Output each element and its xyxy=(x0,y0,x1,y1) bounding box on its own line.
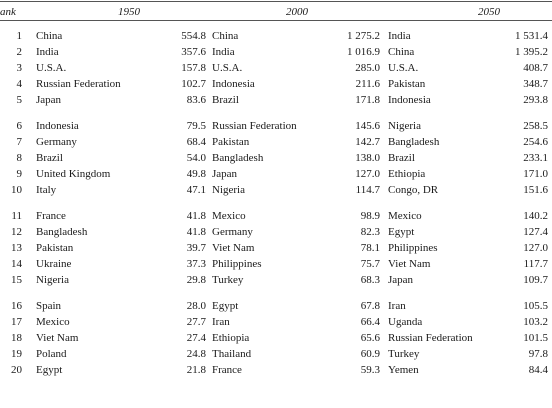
population-cell: 357.6 xyxy=(181,46,206,58)
rank-cell: 16 xyxy=(11,300,22,312)
country-cell: Japan xyxy=(36,94,62,106)
table-row xyxy=(0,256,552,272)
population-cell: 254.6 xyxy=(523,136,548,148)
rank-cell: 8 xyxy=(16,152,22,164)
rank-cell: 19 xyxy=(11,348,22,360)
population-cell: 82.3 xyxy=(360,226,380,238)
table-row xyxy=(0,150,552,166)
population-cell: 67.8 xyxy=(360,300,380,312)
population-cell: 98.9 xyxy=(360,210,380,222)
rank-cell: 11 xyxy=(11,210,22,222)
country-cell: Mexico xyxy=(36,316,70,328)
table-row xyxy=(0,298,552,314)
country-cell: Russian Federation xyxy=(388,332,473,344)
population-cell: 102.7 xyxy=(181,78,206,90)
population-cell: 151.6 xyxy=(523,184,548,196)
population-cell: 21.8 xyxy=(186,364,206,376)
population-cell: 127.0 xyxy=(523,242,548,254)
population-cell: 348.7 xyxy=(523,78,548,90)
country-cell: Bangladesh xyxy=(388,136,440,148)
country-cell: Nigeria xyxy=(36,274,69,286)
rank-cell: 14 xyxy=(11,258,22,270)
population-cell: 68.3 xyxy=(360,274,380,286)
table-row xyxy=(0,224,552,240)
population-cell: 140.2 xyxy=(523,210,548,222)
population-cell: 79.5 xyxy=(186,120,206,132)
rank-cell: 17 xyxy=(11,316,22,328)
country-cell: Spain xyxy=(36,300,62,312)
country-cell: Indonesia xyxy=(212,78,255,90)
rank-cell: 15 xyxy=(11,274,22,286)
rank-cell: 10 xyxy=(11,184,22,196)
country-cell: Viet Nam xyxy=(36,332,79,344)
country-cell: Mexico xyxy=(212,210,246,222)
population-cell: 27.7 xyxy=(186,316,206,328)
population-cell: 1 275.2 xyxy=(347,30,380,42)
country-cell: Brazil xyxy=(36,152,63,164)
population-cell: 233.1 xyxy=(523,152,548,164)
rank-cell: 1 xyxy=(16,30,22,42)
country-cell: China xyxy=(36,30,63,42)
country-cell: Brazil xyxy=(388,152,415,164)
country-cell: Ethiopia xyxy=(212,332,250,344)
population-cell: 66.4 xyxy=(360,316,380,328)
country-cell: Germany xyxy=(212,226,253,238)
population-cell: 84.4 xyxy=(528,364,548,376)
country-cell: Iran xyxy=(388,300,406,312)
rank-header: ank xyxy=(0,6,16,18)
country-cell: Pakistan xyxy=(212,136,250,148)
rank-cell: 2 xyxy=(16,46,22,58)
population-cell: 37.3 xyxy=(186,258,206,270)
population-cell: 29.8 xyxy=(186,274,206,286)
population-cell: 258.5 xyxy=(523,120,548,132)
rank-cell: 4 xyxy=(16,78,22,90)
country-cell: Thailand xyxy=(212,348,252,360)
year-header-2000: 2000 xyxy=(286,6,308,18)
year-header-2050: 2050 xyxy=(478,6,500,18)
country-cell: Pakistan xyxy=(388,78,426,90)
population-cell: 103.2 xyxy=(523,316,548,328)
population-cell: 47.1 xyxy=(186,184,206,196)
header-rule xyxy=(0,20,552,21)
population-cell: 171.8 xyxy=(355,94,380,106)
country-cell: Egypt xyxy=(36,364,63,376)
country-cell: Japan xyxy=(388,274,414,286)
population-cell: 68.4 xyxy=(186,136,206,148)
population-cell: 39.7 xyxy=(186,242,206,254)
country-cell: India xyxy=(212,46,235,58)
rank-cell: 5 xyxy=(16,94,22,106)
year-header-1950: 1950 xyxy=(118,6,140,18)
country-cell: France xyxy=(212,364,242,376)
table-row xyxy=(0,272,552,288)
rank-cell: 6 xyxy=(16,120,22,132)
country-cell: Nigeria xyxy=(212,184,245,196)
rank-cell: 18 xyxy=(11,332,22,344)
country-cell: China xyxy=(212,30,239,42)
population-cell: 60.9 xyxy=(360,348,380,360)
population-cell: 157.8 xyxy=(181,62,206,74)
population-cell: 211.6 xyxy=(355,78,380,90)
table-row xyxy=(0,76,552,92)
table-row xyxy=(0,28,552,44)
country-cell: Egypt xyxy=(388,226,415,238)
population-cell: 171.0 xyxy=(523,168,548,180)
country-cell: Philippines xyxy=(212,258,262,270)
country-cell: Turkey xyxy=(388,348,420,360)
population-cell: 127.4 xyxy=(523,226,548,238)
country-cell: Pakistan xyxy=(36,242,74,254)
population-cell: 138.0 xyxy=(355,152,380,164)
table-row xyxy=(0,166,552,182)
country-cell: India xyxy=(36,46,59,58)
population-cell: 49.8 xyxy=(186,168,206,180)
population-cell: 28.0 xyxy=(186,300,206,312)
population-cell: 27.4 xyxy=(186,332,206,344)
population-cell: 127.0 xyxy=(355,168,380,180)
country-cell: Indonesia xyxy=(36,120,79,132)
population-cell: 408.7 xyxy=(523,62,548,74)
table-row xyxy=(0,208,552,224)
country-cell: Indonesia xyxy=(388,94,431,106)
population-cell: 24.8 xyxy=(186,348,206,360)
population-cell: 1 395.2 xyxy=(515,46,548,58)
country-cell: Iran xyxy=(212,316,230,328)
country-cell: Viet Nam xyxy=(212,242,255,254)
population-cell: 1 016.9 xyxy=(347,46,380,58)
country-cell: Italy xyxy=(36,184,57,196)
population-cell: 83.6 xyxy=(186,94,206,106)
rank-cell: 3 xyxy=(16,62,22,74)
table-row xyxy=(0,362,552,378)
population-cell: 97.8 xyxy=(528,348,548,360)
population-cell: 142.7 xyxy=(355,136,380,148)
rank-cell: 20 xyxy=(11,364,22,376)
population-cell: 75.7 xyxy=(360,258,380,270)
table-row xyxy=(0,346,552,362)
country-cell: Mexico xyxy=(388,210,422,222)
country-cell: U.S.A. xyxy=(212,62,243,74)
population-cell: 285.0 xyxy=(355,62,380,74)
country-cell: Ukraine xyxy=(36,258,72,270)
table-row xyxy=(0,182,552,198)
population-cell: 54.0 xyxy=(186,152,206,164)
rank-cell: 9 xyxy=(16,168,22,180)
country-cell: Russian Federation xyxy=(212,120,297,132)
country-cell: France xyxy=(36,210,66,222)
population-cell: 293.8 xyxy=(523,94,548,106)
rank-cell: 13 xyxy=(11,242,22,254)
population-cell: 101.5 xyxy=(523,332,548,344)
population-cell: 41.8 xyxy=(186,226,206,238)
population-cell: 65.6 xyxy=(360,332,380,344)
country-cell: Germany xyxy=(36,136,77,148)
population-cell: 59.3 xyxy=(360,364,380,376)
country-cell: Viet Nam xyxy=(388,258,431,270)
table-row xyxy=(0,330,552,346)
country-cell: China xyxy=(388,46,415,58)
population-cell: 41.8 xyxy=(186,210,206,222)
country-cell: Poland xyxy=(36,348,67,360)
country-cell: United Kingdom xyxy=(36,168,111,180)
country-cell: Brazil xyxy=(212,94,239,106)
top-rule xyxy=(0,1,552,2)
population-cell: 1 531.4 xyxy=(515,30,548,42)
population-cell: 78.1 xyxy=(360,242,380,254)
country-cell: Ethiopia xyxy=(388,168,426,180)
country-cell: Yemen xyxy=(388,364,419,376)
country-cell: Bangladesh xyxy=(36,226,88,238)
table-row xyxy=(0,314,552,330)
country-cell: U.S.A. xyxy=(36,62,67,74)
country-cell: Japan xyxy=(212,168,238,180)
population-cell: 114.7 xyxy=(355,184,380,196)
population-cell: 554.8 xyxy=(181,30,206,42)
rank-cell: 7 xyxy=(16,136,22,148)
country-cell: Egypt xyxy=(212,300,239,312)
country-cell: Uganda xyxy=(388,316,423,328)
table-row xyxy=(0,60,552,76)
rank-cell: 12 xyxy=(11,226,22,238)
table-row xyxy=(0,92,552,108)
population-cell: 109.7 xyxy=(523,274,548,286)
table-row xyxy=(0,134,552,150)
population-cell: 117.7 xyxy=(523,258,548,270)
table-row xyxy=(0,240,552,256)
table-row xyxy=(0,44,552,60)
table-row xyxy=(0,118,552,134)
country-cell: Philippines xyxy=(388,242,438,254)
country-cell: Congo, DR xyxy=(388,184,439,196)
country-cell: Russian Federation xyxy=(36,78,121,90)
country-cell: India xyxy=(388,30,411,42)
country-cell: Nigeria xyxy=(388,120,421,132)
country-cell: U.S.A. xyxy=(388,62,419,74)
population-cell: 145.6 xyxy=(355,120,380,132)
country-cell: Turkey xyxy=(212,274,244,286)
population-cell: 105.5 xyxy=(523,300,548,312)
country-cell: Bangladesh xyxy=(212,152,264,164)
